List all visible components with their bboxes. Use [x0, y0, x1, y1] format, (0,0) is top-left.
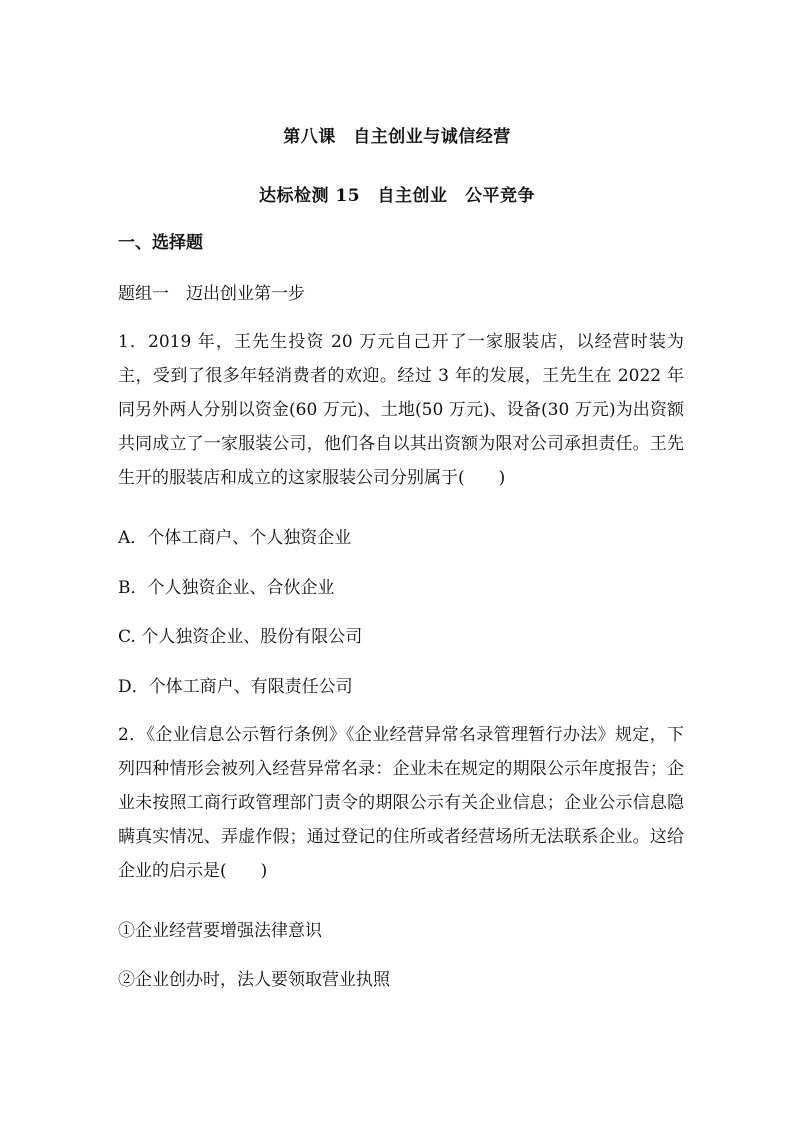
question-1-option-d: D．个体工商户、有限责任公司 — [118, 677, 353, 697]
section-heading: 一、选择题 — [118, 233, 203, 253]
exercise-subtitle: 达标检测 15 自主创业 公平竞争 — [258, 186, 536, 206]
question-group-heading: 题组一 迈出创业第一步 — [118, 284, 305, 304]
question-1-option-b: B．个人独资企业、合伙企业 — [118, 578, 335, 598]
question-2-item-1: ①企业经营要增强法律意识 — [118, 921, 322, 941]
lesson-title: 第八课 自主创业与诚信经营 — [283, 127, 511, 147]
question-2-stem: 2．《企业信息公示暂行条例》《企业经营异常名录管理暂行办法》规定，下列四种情形会被列入经营异常名录：企业未在规定的期限公示年度报告；企业未按照工商行政管理部门责令的期限公示有关企业信息；企业公示信息隐瞒真实情况、弄虚作假；通过登记的住所或者经营场所无法联系企业。这给企业的启示是( ) — [118, 725, 684, 881]
question-1-option-a: A．个体工商户、个人独资企业 — [118, 528, 352, 548]
question-1-option-c: C. 个人独资企业、股份有限公司 — [118, 627, 363, 647]
question-2-item-2: ②企业创办时，法人要领取营业执照 — [118, 970, 390, 990]
question-1-stem: 1．2019 年，王先生投资 20 万元自己开了一家服装店，以经营时装为主，受到了很多年轻消费者的欢迎。经过 3 年的发展，王先生在 2022 年同另外两人分别以资金(60 万元)、土地(50 万元)、设备(30 万元)为出资额共同成立了一家服装公司，他们各自以其出资额为限对公司承担责任。王先生开的服装店和成立的这家服装公司分别属于( ) — [118, 332, 684, 488]
